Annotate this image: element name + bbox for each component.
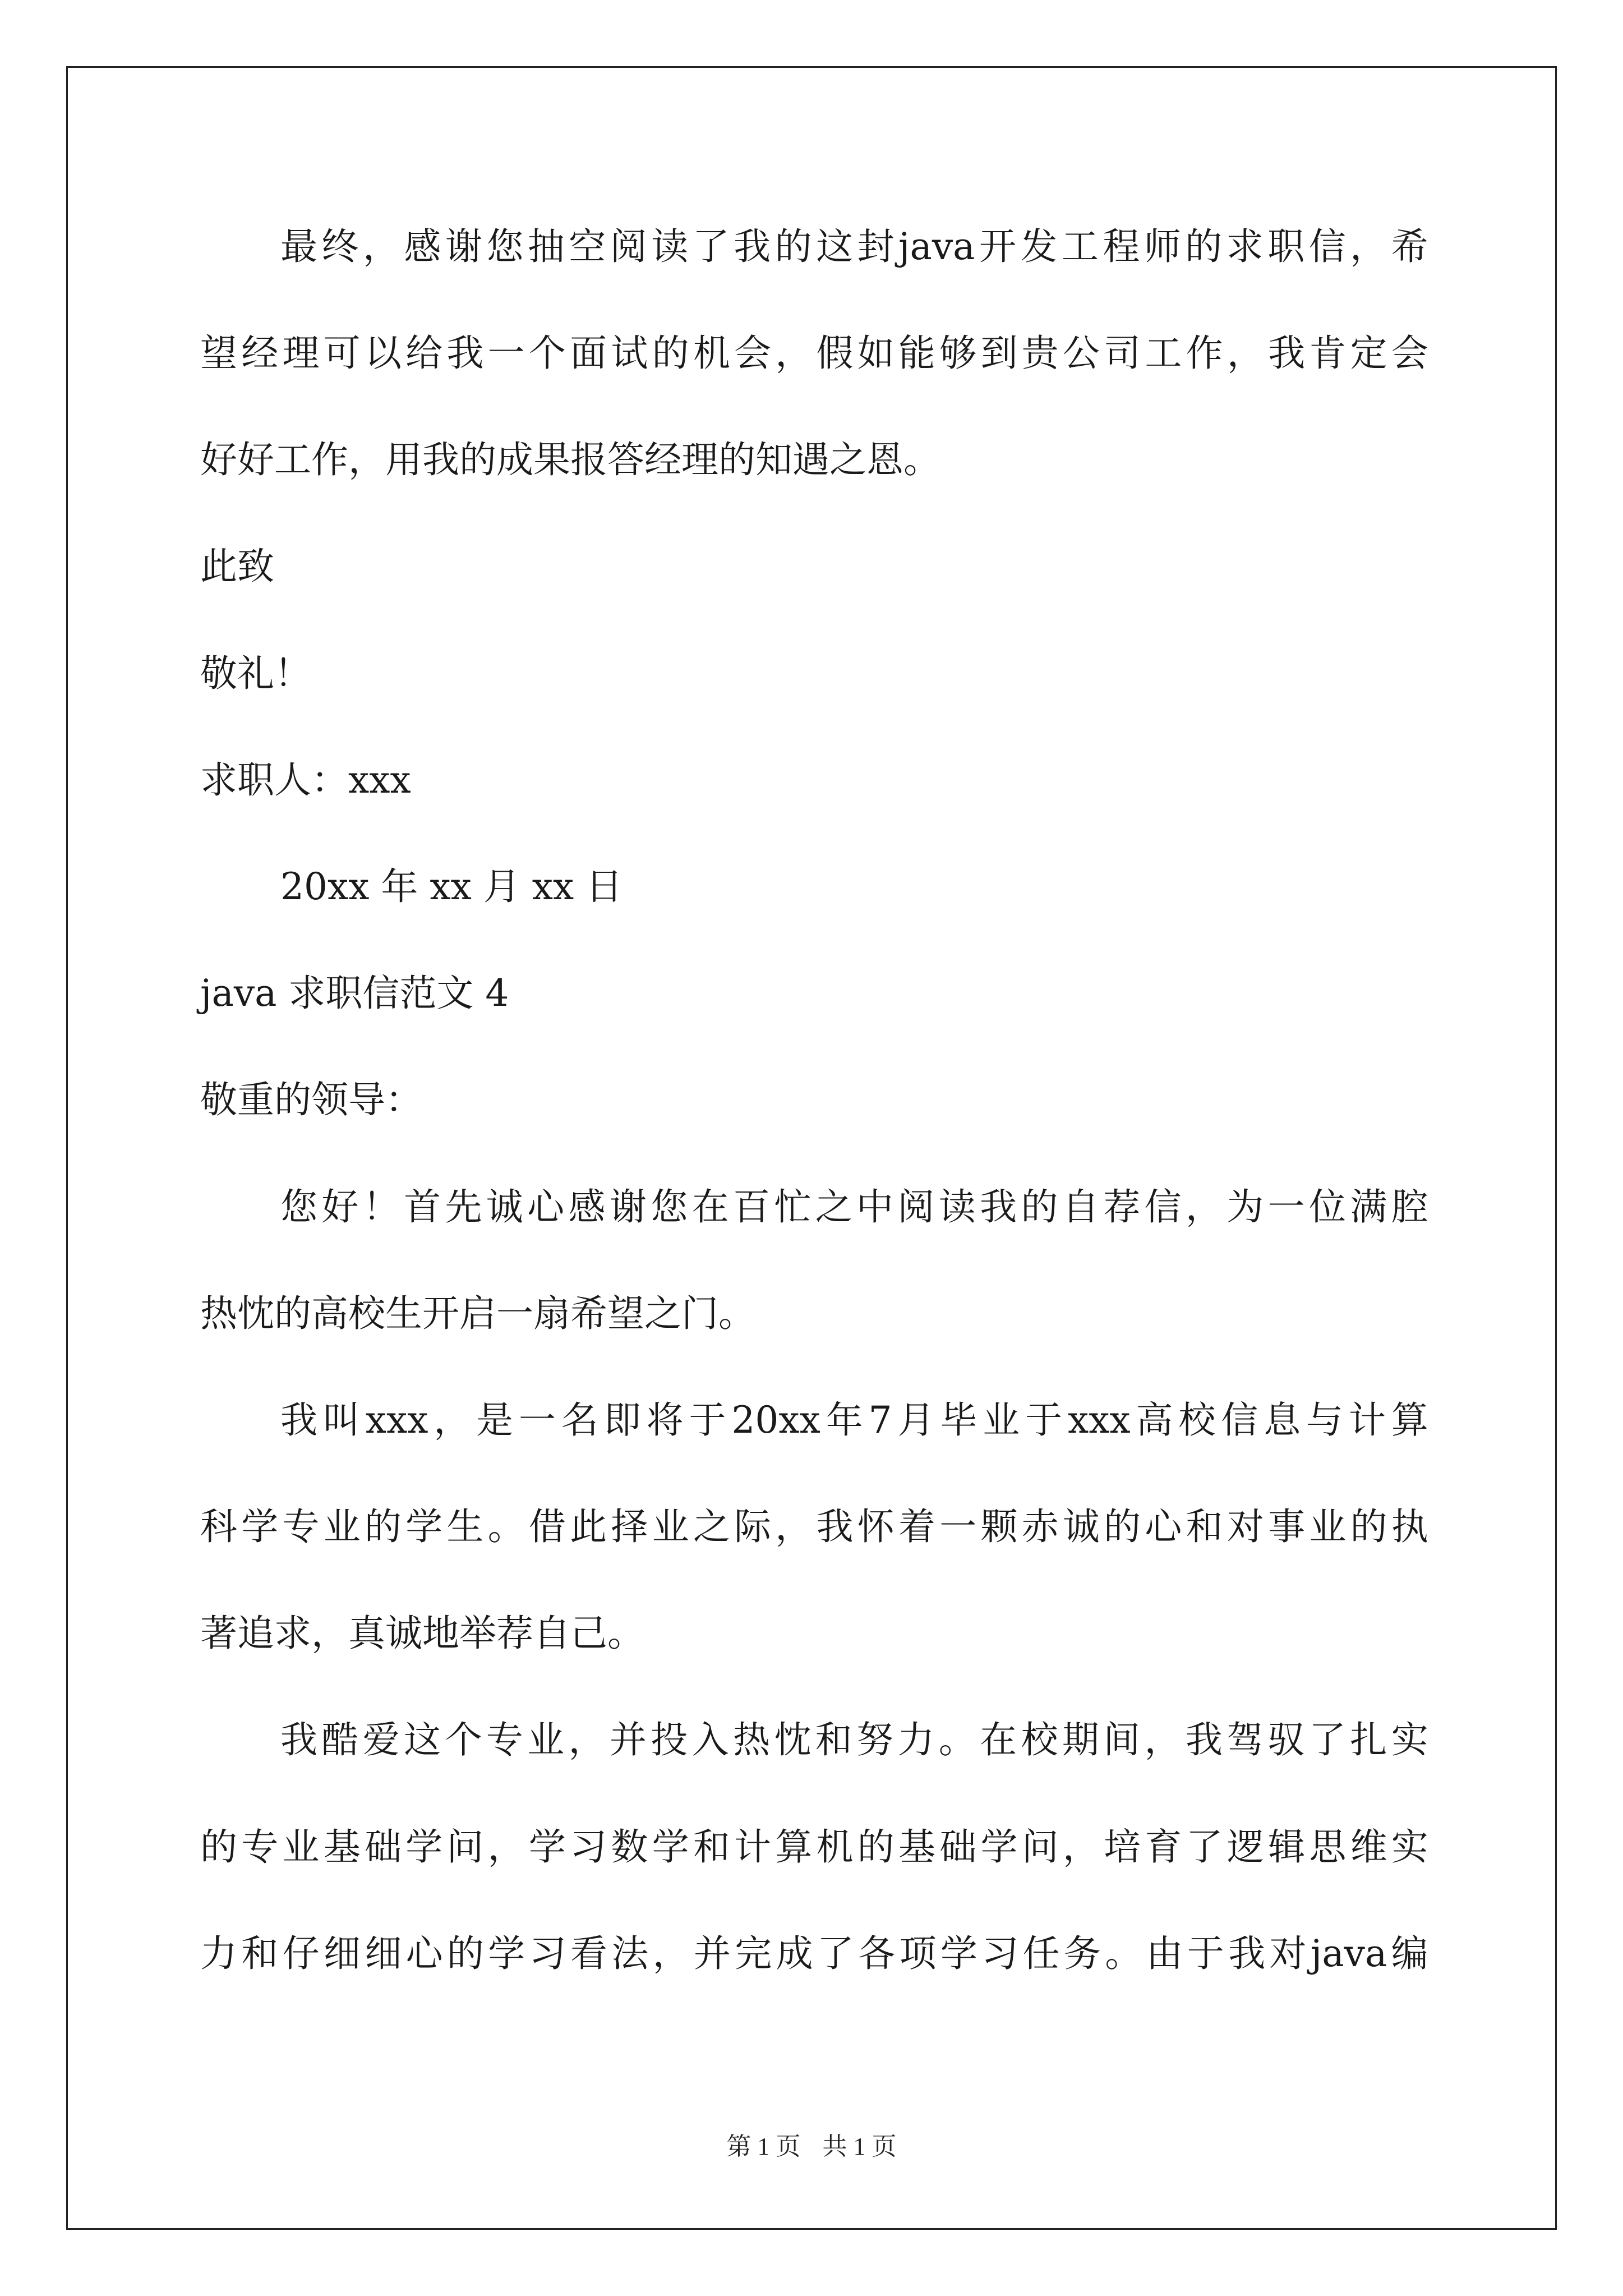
page-number: 第 1 页 xyxy=(726,2133,801,2160)
paragraph-line: 好好工作，用我的成果报答经理的知遇之恩。 xyxy=(200,438,940,481)
paragraph-line: 著追求，真诚地举荐自己。 xyxy=(200,1612,644,1655)
page-footer xyxy=(0,2134,1623,2159)
paragraph-line: 望 经 理 可 以 给 我 一 个 面 试 的 机 会 ， 假 如 能 够 到 贵 公 司 工 作 ， 我 肯 定 会 xyxy=(200,332,1428,375)
paragraph-line: 您 好 ！ 首 先 诚 心 感 谢 您 在 百 忙 之 中 阅 读 我 的 自 荐 信 ， 为 一 位 满 腔 xyxy=(280,1185,1428,1228)
paragraph-line: 力 和 仔 细 细 心 的 学 习 看 法 ， 并 完 成 了 各 项 学 习 任 务 。 由 于 我 对 java 编 xyxy=(200,1932,1428,1975)
paragraph-line: 我 酷 爱 这 个 专 业 ， 并 投 入 热 忱 和 努 力 。 在 校 期 间 ， 我 驾 驭 了 扎 实 xyxy=(280,1718,1428,1761)
paragraph-line: 科 学 专 业 的 学 生 。 借 此 择 业 之 际 ， 我 怀 着 一 颗 赤 诚 的 心 和 对 事 业 的 执 xyxy=(200,1505,1428,1548)
letter-date: 20xx 年 xx 月 xx 日 xyxy=(280,865,623,908)
section-heading: java 求职信范文 4 xyxy=(200,972,509,1015)
closing-regards: 敬礼！ xyxy=(200,652,311,695)
applicant-signature: 求职人：xxx xyxy=(200,758,411,802)
paragraph-line: 我 叫 xxx ， 是 一 名 即 将 于 20xx 年 7 月 毕 业 于 xxx 高 校 信 息 与 计 算 xyxy=(280,1398,1428,1442)
paragraph-line: 的 专 业 基 础 学 问 ， 学 习 数 学 和 计 算 机 的 基 础 学 问 ， 培 育 了 逻 辑 思 维 实 xyxy=(200,1825,1428,1869)
page-border xyxy=(66,66,1557,2230)
closing-salutation: 此致 xyxy=(200,545,274,588)
letter-greeting: 敬重的领导： xyxy=(200,1078,422,1121)
page-count: 共 1 页 xyxy=(822,2133,897,2160)
paragraph-line: 最 终 ， 感 谢 您 抽 空 阅 读 了 我 的 这 封 java 开 发 工 程 师 的 求 职 信 ， 希 xyxy=(280,225,1428,268)
paragraph-line: 热忱的高校生开启一扇希望之门。 xyxy=(200,1292,755,1335)
